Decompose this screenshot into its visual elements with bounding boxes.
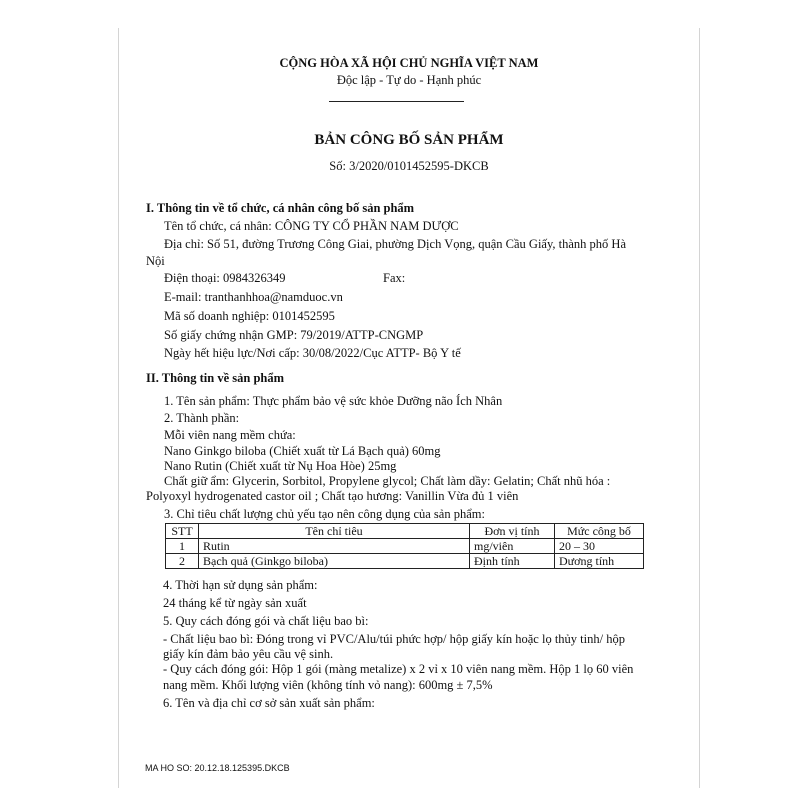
- cell-declared: Dương tính: [555, 554, 644, 569]
- tax-id: Mã số doanh nghiệp: 0101452595: [164, 309, 335, 323]
- ingredient-3: Chất giữ ẩm: Glycerin, Sorbitol, Propylene glycol; Chất làm dầy: Gelatin; Chất nhũ hóa :: [164, 474, 611, 488]
- quality-heading: 3. Chỉ tiêu chất lượng chủ yếu tạo nên công dụng của sản phẩm:: [164, 507, 485, 521]
- cell-declared: 20 – 30: [555, 539, 644, 554]
- country-header: CỘNG HÒA XÃ HỘI CHỦ NGHĨA VIỆT NAM: [279, 56, 539, 70]
- quality-table: [165, 523, 644, 569]
- packaging-material-1: - Chất liệu bao bì: Đóng trong vỉ PVC/Alu/túi phức hợp/ hộp giấy kín hoặc lọ thủy tinh/ hộp: [163, 632, 625, 646]
- ingredient-4: Polyoxyl hydrogenated castor oil ; Chất tạo hương: Vanillin Vừa đủ 1 viên: [146, 489, 519, 503]
- col-unit: Đơn vị tính: [470, 524, 555, 539]
- col-criterion: Tên chỉ tiêu: [199, 524, 470, 539]
- table-header-row: [166, 524, 644, 539]
- section1-heading: I. Thông tin về tổ chức, cá nhân công bố sản phẩm: [146, 201, 415, 215]
- ingredients-heading: 2. Thành phần:: [164, 411, 240, 425]
- shelf-life: 24 tháng kể từ ngày sản xuất: [163, 596, 307, 610]
- dossier-code: MA HO SO: 20.12.18.125395.DKCB: [145, 763, 290, 773]
- col-declared: Mức công bố: [555, 524, 644, 539]
- col-stt: STT: [166, 524, 199, 539]
- shelf-life-heading: 4. Thời hạn sử dụng sản phẩm:: [163, 578, 318, 592]
- document-number: Số: 3/2020/0101452595-DKCB: [329, 159, 489, 173]
- cell-criterion: Bạch quả (Ginkgo biloba): [199, 554, 470, 569]
- org-name: Tên tổ chức, cá nhân: CÔNG TY CỔ PHẦN NAM DƯỢC: [164, 219, 459, 233]
- header-divider: [329, 101, 464, 102]
- cell-unit: mg/viên: [470, 539, 555, 554]
- email: E-mail: tranthanhhoa@namduoc.vn: [164, 290, 343, 304]
- packaging-material-2: giấy kín đảm bảo yêu cầu vệ sinh.: [163, 647, 334, 661]
- packaging-spec-2: nang mềm. Khối lượng viên (không tính vỏ nang): 600mg ± 7,5%: [163, 678, 493, 692]
- manufacturer-heading: 6. Tên và địa chỉ cơ sở sản xuất sản phẩm:: [163, 696, 375, 710]
- address-line2: Nội: [146, 254, 165, 268]
- ingredient-1: Nano Ginkgo biloba (Chiết xuất từ Lá Bạch quả) 60mg: [164, 444, 441, 458]
- phone: Điện thoại: 0984326349: [164, 271, 286, 285]
- packaging-heading: 5. Quy cách đóng gói và chất liệu bao bì:: [163, 614, 369, 628]
- packaging-spec-1: - Quy cách đóng gói: Hộp 1 gói (màng metalize) x 2 vỉ x 10 viên nang mềm. Hộp 1 lọ 60 viên: [163, 662, 634, 676]
- ingredient-2: Nano Rutin (Chiết xuất từ Nụ Hoa Hòe) 25mg: [164, 459, 397, 473]
- document-page: [118, 28, 700, 788]
- address-line1: Địa chỉ: Số 51, đường Trương Công Giai, phường Dịch Vọng, quận Cầu Giấy, thành phố Hà: [164, 237, 627, 251]
- validity: Ngày hết hiệu lực/Nơi cấp: 30/08/2022/Cục ATTP- Bộ Y tế: [164, 346, 461, 360]
- table-row: [166, 554, 644, 569]
- cell-stt: 1: [166, 539, 199, 554]
- document-title: BẢN CÔNG BỐ SẢN PHẨM: [314, 132, 504, 148]
- cell-stt: 2: [166, 554, 199, 569]
- cell-unit: Định tính: [470, 554, 555, 569]
- motto: Độc lập - Tự do - Hạnh phúc: [336, 73, 482, 87]
- cell-criterion: Rutin: [199, 539, 470, 554]
- gmp-certificate: Số giấy chứng nhận GMP: 79/2019/ATTP-CNGMP: [164, 328, 424, 342]
- section2-heading: II. Thông tin về sản phẩm: [146, 371, 285, 385]
- product-name: 1. Tên sản phẩm: Thực phẩm bảo vệ sức khỏe Dưỡng não Ích Nhân: [164, 394, 503, 408]
- ingredients-intro: Mỗi viên nang mềm chứa:: [164, 428, 296, 442]
- table-row: [166, 539, 644, 554]
- fax: Fax:: [383, 271, 406, 285]
